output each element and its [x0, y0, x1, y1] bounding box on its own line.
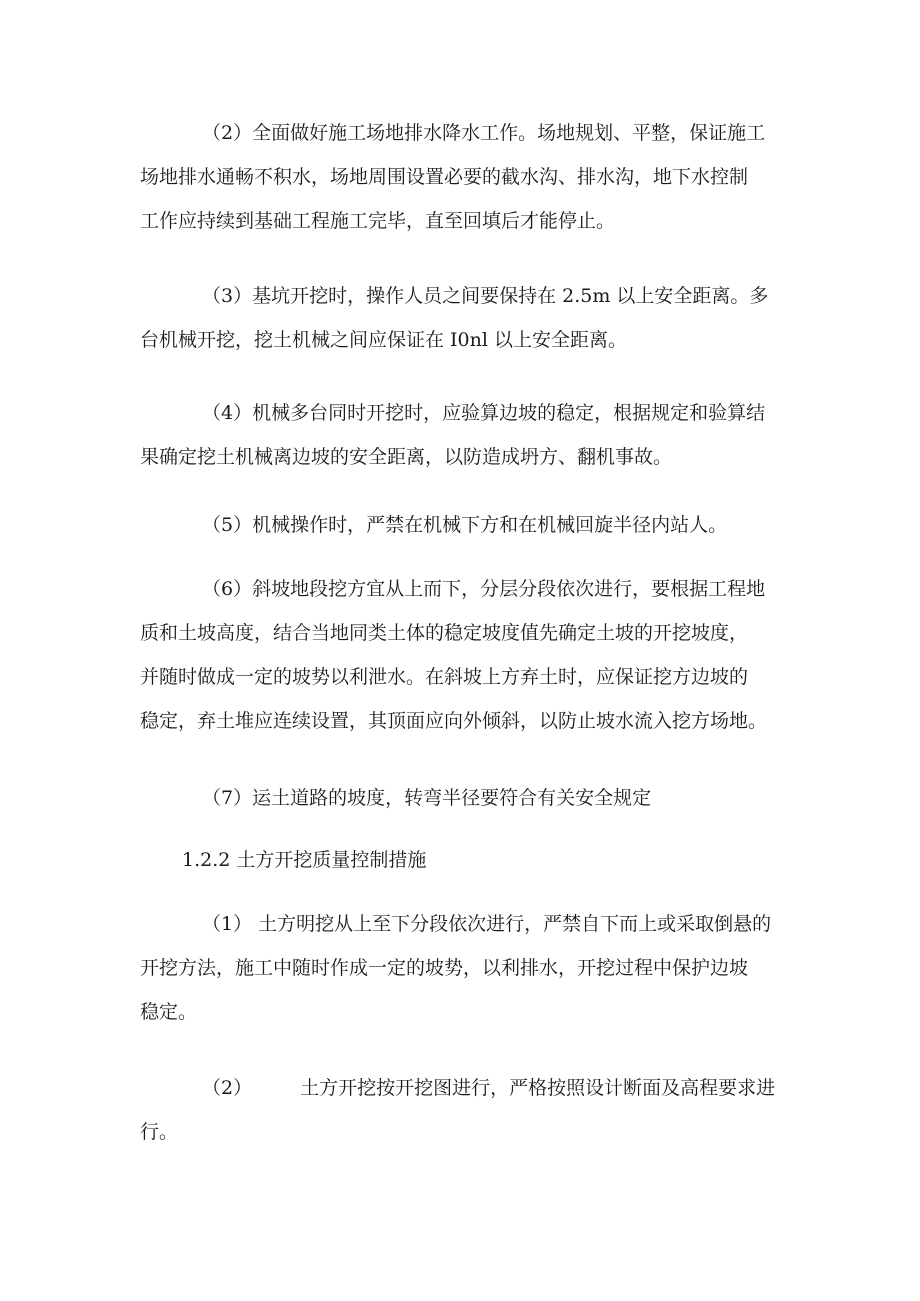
paragraph-line: 行。: [140, 1121, 179, 1143]
paragraph-line: 稳定。: [140, 1001, 198, 1023]
paragraph-line: （1） 土方明挖从上至下分段依次进行，严禁自下而上或采取倒悬的: [202, 913, 772, 935]
paragraph-line: 开挖方法，施工中随时作成一定的坡势，以利排水，开挖过程中保护边坡: [140, 957, 749, 979]
paragraph-line: 工作应持续到基础工程施工完毕，直至回填后才能停止。: [140, 210, 616, 232]
section-heading-text: 1.2.2 土方开挖质量控制措施: [182, 849, 427, 871]
paragraph-line: 台机械开挖，挖土机械之间应保证在 I0nl 以上安全距离。: [140, 329, 627, 351]
paragraph-4: [140, 391, 800, 479]
paragraph-line: 并随时做成一定的坡势以利泄水。在斜坡上方弃土时，应保证挖方边坡的: [140, 666, 749, 688]
quality-item-2: [140, 1066, 800, 1154]
paragraph-line: （7）运土道路的坡度，转弯半径要符合有关安全规定: [202, 787, 652, 809]
paragraph-2: [140, 111, 800, 243]
paragraph-line: 场地排水通畅不积水，场地周围设置必要的截水沟、排水沟，地下水控制: [140, 166, 749, 188]
paragraph-line: 质和土坡高度，结合当地同类土体的稳定坡度值先确定土坡的开挖坡度，: [140, 622, 749, 644]
paragraph-line: 果确定挖土机械离边坡的安全距离，以防造成坍方、翻机事故。: [140, 446, 673, 468]
paragraph-6: [140, 567, 800, 743]
paragraph-line: （4）机械多台同时开挖时，应验算边坡的稳定，根据规定和验算结: [202, 402, 766, 424]
quality-item-1: [140, 902, 800, 1034]
paragraph-5: [140, 503, 800, 547]
paragraph-3: [140, 274, 800, 362]
paragraph-line: （2）全面做好施工场地排水降水工作。场地规划、平整，保证施工: [202, 122, 766, 144]
paragraph-line: （5）机械操作时，严禁在机械下方和在机械回旋半径内站人。: [202, 514, 728, 536]
paragraph-7: [140, 776, 800, 820]
paragraph-line: （6）斜坡地段挖方宜从上而下，分层分段依次进行，要根据工程地: [202, 578, 766, 600]
section-heading: [140, 838, 800, 882]
paragraph-line: 稳定，弃土堆应连续设置，其顶面应向外倾斜，以防止坡水流入挖方场地。: [140, 710, 768, 732]
item-number: （2）: [202, 1077, 253, 1099]
paragraph-line-first: [140, 1066, 800, 1110]
paragraph-line: （3）基坑开挖时，操作人员之间要保持在 2.5m 以上安全距离。多: [202, 285, 769, 307]
item-text: 土方开挖按开挖图进行，严格按照设计断面及高程要求进: [300, 1077, 776, 1099]
